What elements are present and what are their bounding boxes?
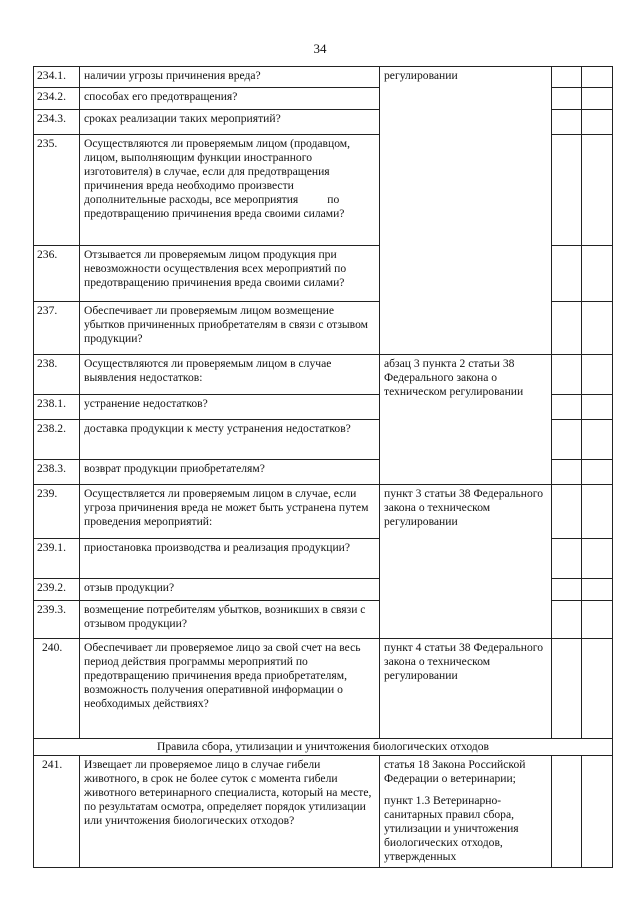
question-text: наличии угрозы причинения вреда? (80, 67, 380, 88)
note-cell[interactable] (582, 485, 613, 539)
question-text: Обеспечивает ли проверяемым лицом возмещение убытков причиненных приобретателям в связи с отзывом продукции? (80, 302, 380, 355)
note-cell[interactable] (582, 420, 613, 460)
question-text: Осуществляются ли проверяемым лицом (продавцом, лицом, выполняющим функции иностранного изготовителя) в случае, если для предотвращения причинения вреда необходимо произвести дополнительные расходы, все мероприятия по предотвращению причинения вреда своими силами? (80, 135, 380, 246)
note-cell[interactable] (582, 639, 613, 739)
answer-cell[interactable] (552, 485, 582, 539)
checklist-table (33, 66, 613, 868)
row-number: 239.2. (34, 579, 80, 601)
note-cell[interactable] (582, 302, 613, 355)
answer-cell[interactable] (552, 302, 582, 355)
answer-cell[interactable] (552, 460, 582, 485)
question-text: доставка продукции к месту устранения недостатков? (80, 420, 380, 460)
answer-cell[interactable] (552, 395, 582, 420)
legal-basis: абзац 3 пункта 2 статьи 38 Федерального закона о техническом регулировании (380, 355, 552, 485)
question-text: Обеспечивает ли проверяемое лицо за свой счет на весь период действия программы мероприятий по предотвращению причинения вреда приобретателям, возможность получения оперативной информации о необходимых действиях? (80, 639, 380, 739)
note-cell[interactable] (582, 579, 613, 601)
legal-basis: пункт 3 статьи 38 Федерального закона о техническом регулировании (380, 485, 552, 639)
note-cell[interactable] (582, 756, 613, 868)
note-cell[interactable] (582, 88, 613, 110)
question-text: возмещение потребителям убытков, возникших в связи с отзывом продукции? (80, 601, 380, 639)
section-title: Правила сбора, утилизации и уничтожения биологических отходов (34, 739, 613, 756)
answer-cell[interactable] (552, 246, 582, 302)
note-cell[interactable] (582, 395, 613, 420)
table-row (34, 355, 613, 395)
note-cell[interactable] (582, 601, 613, 639)
question-text: способах его предотвращения? (80, 88, 380, 110)
legal-basis-line: пункт 1.3 Ветеринарно-санитарных правил сбора, утилизации и уничтожения биологических отходов, утвержденных (384, 794, 519, 863)
row-number: 238.1. (34, 395, 80, 420)
legal-basis-line: статья 18 Закона Российской Федерации о ветеринарии; (384, 758, 526, 785)
question-text: Осуществляются ли проверяемым лицом в случае выявления недостатков: (80, 355, 380, 395)
question-text: приостановка производства и реализация продукции? (80, 539, 380, 579)
question-text: Осуществляется ли проверяемым лицом в случае, если угроза причинения вреда не может быть устранена путем проведения мероприятий: (80, 485, 380, 539)
answer-cell[interactable] (552, 601, 582, 639)
answer-cell[interactable] (552, 67, 582, 88)
answer-cell[interactable] (552, 756, 582, 868)
answer-cell[interactable] (552, 135, 582, 246)
note-cell[interactable] (582, 246, 613, 302)
question-text: отзыв продукции? (80, 579, 380, 601)
answer-cell[interactable] (552, 355, 582, 395)
legal-basis (380, 756, 552, 868)
row-number: 238.2. (34, 420, 80, 460)
table-row (34, 756, 613, 868)
answer-cell[interactable] (552, 579, 582, 601)
row-number: 238. (34, 355, 80, 395)
question-text: устранение недостатков? (80, 395, 380, 420)
note-cell[interactable] (582, 67, 613, 88)
answer-cell[interactable] (552, 539, 582, 579)
answer-cell[interactable] (552, 639, 582, 739)
row-number: 239.1. (34, 539, 80, 579)
row-number: 239.3. (34, 601, 80, 639)
section-header-row (34, 739, 613, 756)
row-number: 234.3. (34, 110, 80, 135)
row-number: 239. (34, 485, 80, 539)
table-row (34, 639, 613, 739)
row-number: 240. (34, 639, 80, 739)
legal-basis: регулировании (380, 67, 552, 355)
answer-cell[interactable] (552, 88, 582, 110)
row-number: 238.3. (34, 460, 80, 485)
table-row (34, 485, 613, 539)
row-number: 234.1. (34, 67, 80, 88)
page-number: 34 (313, 41, 327, 56)
note-cell[interactable] (582, 110, 613, 135)
row-number: 241. (34, 756, 80, 868)
legal-basis: пункт 4 статьи 38 Федерального закона о техническом регулировании (380, 639, 552, 739)
table-row (34, 67, 613, 88)
question-text: Извещает ли проверяемое лицо в случае гибели животного, в срок не более суток с момента гибели животного ветеринарного специалиста, который на месте, по результатам осмотра, определяет порядок утилизации или уничтожения биологических отходов? (80, 756, 380, 868)
note-cell[interactable] (582, 539, 613, 579)
row-number: 236. (34, 246, 80, 302)
answer-cell[interactable] (552, 420, 582, 460)
question-text: сроках реализации таких мероприятий? (80, 110, 380, 135)
row-number: 234.2. (34, 88, 80, 110)
question-text: возврат продукции приобретателям? (80, 460, 380, 485)
note-cell[interactable] (582, 355, 613, 395)
note-cell[interactable] (582, 135, 613, 246)
question-text: Отзывается ли проверяемым лицом продукция при невозможности осуществления всех мероприятий по предотвращению причинения вреда своими силами? (80, 246, 380, 302)
note-cell[interactable] (582, 460, 613, 485)
row-number: 237. (34, 302, 80, 355)
answer-cell[interactable] (552, 110, 582, 135)
row-number: 235. (34, 135, 80, 246)
